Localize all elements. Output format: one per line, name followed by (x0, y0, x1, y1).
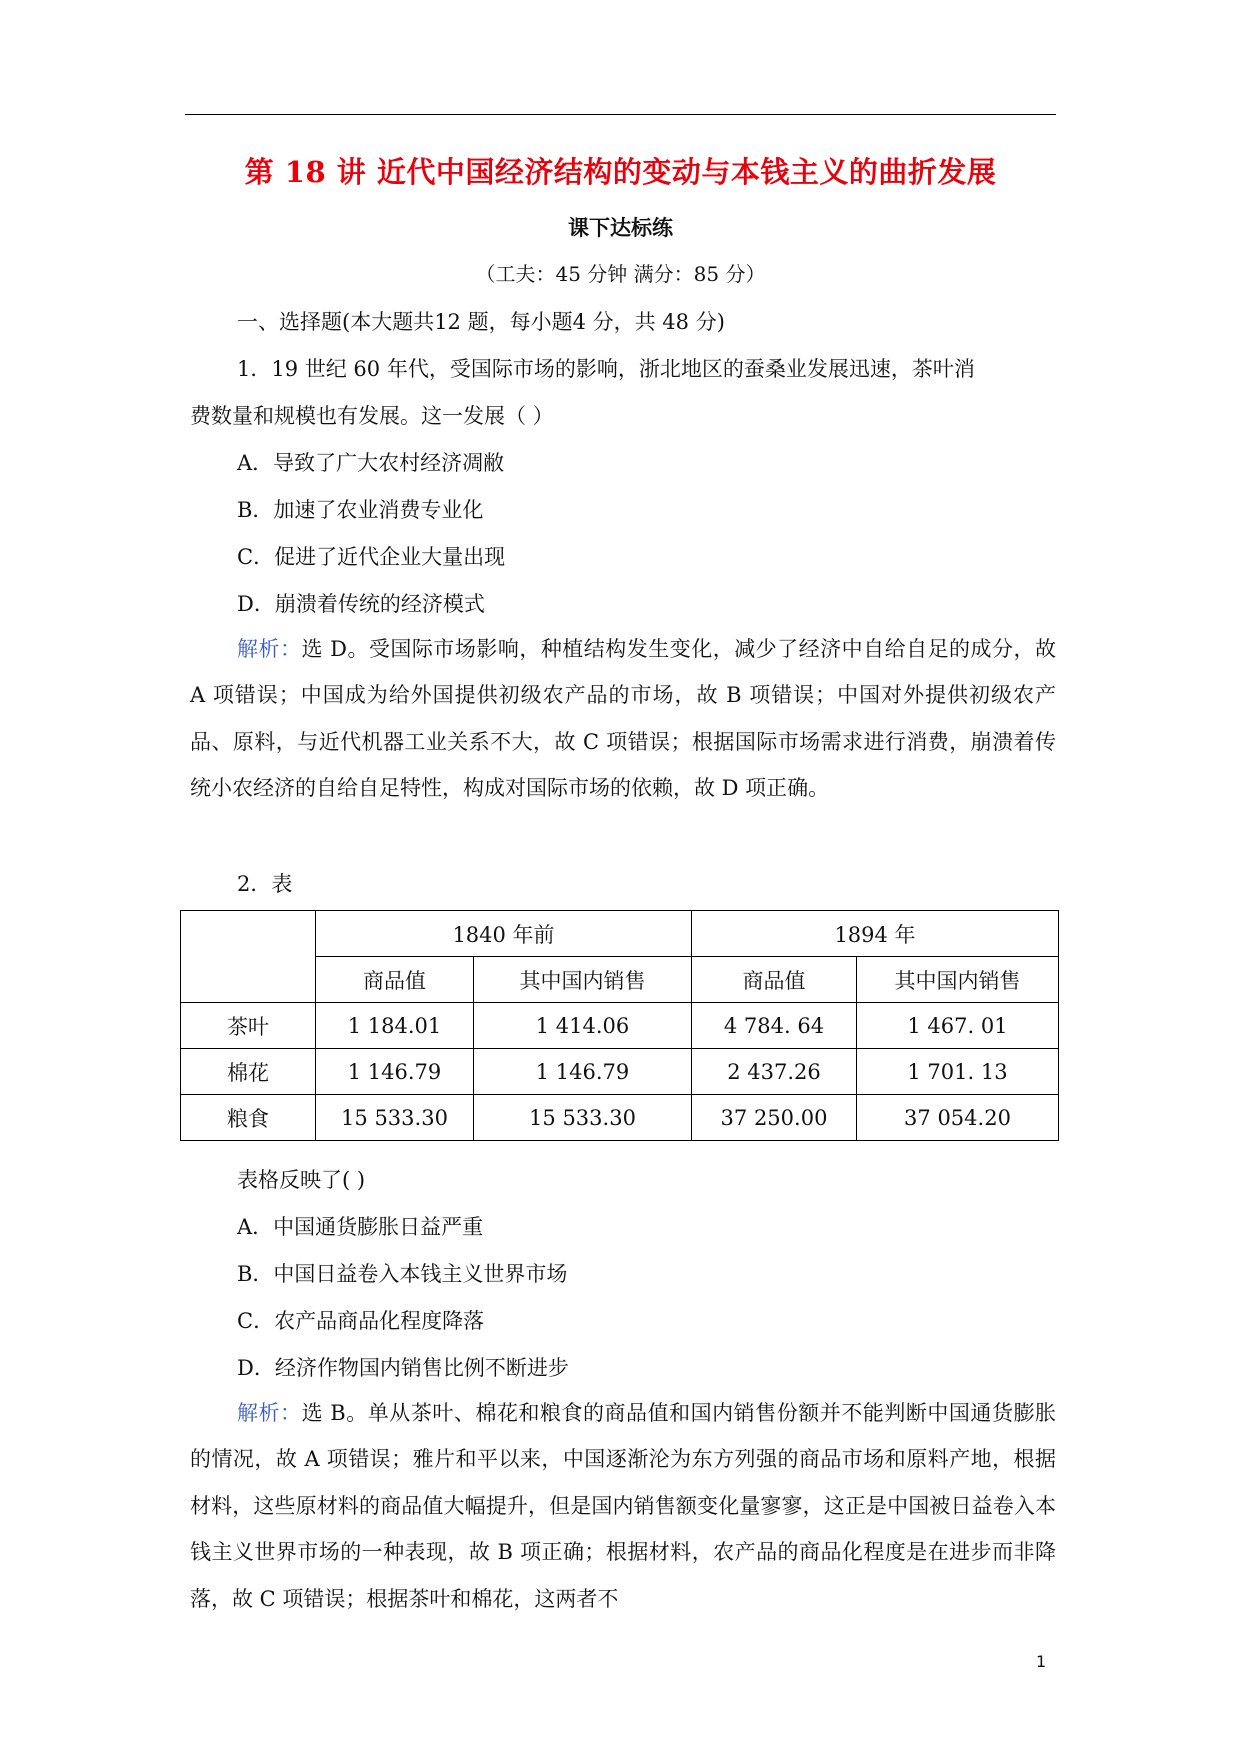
question-2-option-d: D．经济作物国内销售比例不断进步 (237, 1356, 569, 1380)
table-cell: 2 437.26 (692, 1049, 857, 1095)
table-group-header: 1840 年前 (316, 911, 692, 957)
table-cell: 1 414.06 (474, 1003, 692, 1049)
question-1-option-b: B．加速了农业消费专业化 (237, 498, 484, 522)
table-cell: 15 533.30 (474, 1095, 692, 1141)
question-2-option-b: B．中国日益卷入本钱主义世界市场 (237, 1262, 568, 1286)
row-label: 茶叶 (181, 1003, 316, 1049)
table-cell: 4 784. 64 (692, 1003, 857, 1049)
header-rule (185, 114, 1056, 115)
table-cell: 37 250.00 (692, 1095, 857, 1141)
table-subheader: 商品值 (692, 957, 857, 1003)
table-cell: 37 054.20 (857, 1095, 1059, 1141)
table-subheader: 其中国内销售 (857, 957, 1059, 1003)
table-row (181, 1049, 1059, 1095)
table-row (181, 1003, 1059, 1049)
question-1-option-a: A．导致了广大农村经济凋敝 (237, 451, 505, 475)
analysis-text: 选 D。受国际市场影响，种植结构发生变化，减少了经济中自给自足的成分，故 A 项错误；中国成为给外国提供初级农产品的市场，故 B 项错误；中国对外提供初级农产品、原料，与近代机器工业关系不大，故 C 项错误；根据国际市场需求进行消费，崩溃着传统小农经济的自给自足特性，构成对国际市场的依赖，故 D 项正确。 (190, 637, 1057, 801)
question-2-intro: 2．表 (237, 872, 293, 896)
table-cell: 1 146.79 (316, 1049, 474, 1095)
question-2-option-c: C．农产品商品化程度降落 (237, 1309, 485, 1333)
analysis-text: 选 B。单从茶叶、棉花和粮食的商品值和国内销售份额并不能判断中国通货膨胀的情况，故 A 项错误；雅片和平以来，中国逐渐沦为东方列强的商品市场和原料产地，根据材料，这些原材料的商品值大幅提升，但是国内销售额变化量寥寥，这正是中国被日益卷入本钱主义世界市场的一种表现，故 B 项正确；根据材料，农产品的商品化程度是在进步而非降落，故 C 项错误；根据茶叶和棉花，这两者不 (190, 1401, 1057, 1611)
analysis-label: 解析： (237, 1401, 302, 1425)
question-1-analysis (190, 626, 1056, 812)
question-1-option-c: C．促进了近代企业大量出现 (237, 545, 506, 569)
lesson-title: 第 18 讲 近代中国经济结构的变动与本钱主义的曲折发展 (244, 155, 997, 189)
table-header-row (181, 911, 1059, 957)
table-row (181, 1095, 1059, 1141)
section-subtitle: 课下达标练 (568, 215, 673, 240)
question-2-analysis (190, 1390, 1056, 1622)
commodity-table (180, 910, 1059, 1141)
table-cell: 1 467. 01 (857, 1003, 1059, 1049)
analysis-label: 解析： (237, 637, 302, 661)
table-cell: 1 184.01 (316, 1003, 474, 1049)
table-cell: 1 146.79 (474, 1049, 692, 1095)
question-1-stem-line1: 1．19 世纪 60 年代，受国际市场的影响，浙北地区的蚕桑业发展迅速，茶叶消 (237, 357, 975, 381)
section-heading: 一、选择题(本大题共12 题，每小题4 分，共 48 分) (237, 310, 725, 334)
table-cell: 1 701. 13 (857, 1049, 1059, 1095)
question-1-stem-line2: 费数量和规模也有发展。这一发展（ ） (190, 404, 554, 428)
table-corner-cell (181, 911, 316, 1003)
table-subheader: 商品值 (316, 957, 474, 1003)
question-2-option-a: A．中国通货膨胀日益严重 (237, 1215, 484, 1239)
row-label: 粮食 (181, 1095, 316, 1141)
question-2-stem: 表格反映了( ) (237, 1168, 366, 1192)
table-cell: 15 533.30 (316, 1095, 474, 1141)
table-group-header: 1894 年 (692, 911, 1059, 957)
row-label: 棉花 (181, 1049, 316, 1095)
page-number: 1 (1036, 1652, 1047, 1671)
question-1-option-d: D．崩溃着传统的经济模式 (237, 592, 485, 616)
time-score-info: （工夫：45 分钟 满分：85 分） (475, 262, 766, 286)
table-subheader: 其中国内销售 (474, 957, 692, 1003)
